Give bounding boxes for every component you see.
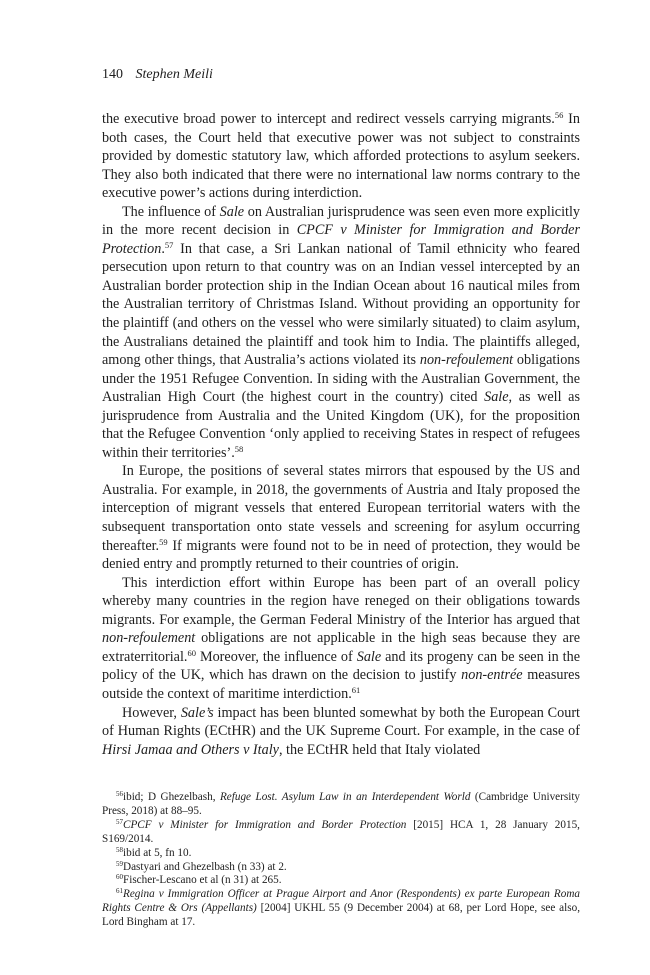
text: Dastyari and Ghezelbash (n 33) at 2. [123,860,287,873]
footnote-ref-58: 58 [234,443,244,454]
footnote-61 [102,888,580,930]
case-name: Sale [219,203,245,220]
text: ibid; D Ghezelbash, [123,791,220,803]
footnote-ref-60: 60 [187,647,196,658]
footnote-56 [102,791,580,819]
text: If migrants were found not to be in need of protection, they would be denied entry and promptly returned to their countries of origin. [102,537,580,573]
footnotes [102,791,580,930]
footnote-number: 56 [116,790,123,798]
body-text [102,110,580,759]
case-name: Sale [356,648,382,665]
text: and its progeny can be seen in the policy of the UK, which has drawn on the decision to justify [102,648,580,684]
footnote-ref-59: 59 [159,536,168,547]
text: , as well as jurisprudence from Australia and the United Kingdom (UK), for the proposition that the Refugee Convention ‘only applied to receiving States in respect of refugees within their territories’. [102,389,580,461]
footnote-ref-57: 57 [164,239,174,250]
running-header [102,66,580,84]
footnote-59 [102,861,580,875]
text: This interdiction effort within Europe has been part of an overall policy whereby many countries in the region have reneged on their obligations towards migrants. For example, the German Federal Ministry of the Interior has argued that [102,574,580,628]
text: ibid at 5, fn 10. [123,846,192,859]
text: The influence of [122,203,220,220]
term: non-refoulement [419,352,514,369]
case-name: CPCF v Minister for Immigration and Border Protection [123,818,407,831]
text: Moreover, the influence of [195,648,357,665]
running-author: Stephen Meili [135,67,213,82]
text: obligations are not applicable in the high seas because they are extraterritorial. [102,630,580,665]
case-name: Sale [484,389,509,406]
footnote-number: 59 [116,859,123,868]
footnote-number: 61 [116,887,123,896]
paragraph-5 [102,704,580,760]
text: [2015] HCA 1, 28 January 2015, S169/2014. [102,818,580,845]
footnote-57 [102,819,580,847]
text: In both cases, the Court held that executive power was not subject to constraints provided by domestic statutory law, which afforded protections to asylum seekers. They also both indicated that there were no international law norms contrary to the executive power’s actions during interdiction. [102,111,580,202]
paragraph-4 [102,574,580,704]
paragraph-2 [102,203,580,463]
text: . [161,240,165,257]
text: impact has been blunted somewhat by both the European Court of Human Rights (ECtHR) and the UK Supreme Court. For example, in the case of [102,704,580,740]
text: In Europe, the positions of several states mirrors that espoused by the US and Australia. For example, in 2018, the governments of Austria and Italy proposed the interception of migrant vessels that entered European territorial waters with the subsequent transportation onto state vessels and screening for asylum occurring thereafter. [102,463,580,554]
text: the executive broad power to intercept and redirect vessels carrying migrants. [102,111,555,127]
text: , the ECtHR held that Italy violated [278,741,481,758]
page [102,66,580,759]
term: non-entrée [461,667,523,684]
text: In that case, a Sri Lankan national of Tamil ethnicity who feared persecution upon return to that country was on an Indian vessel intercepted by an Australian border protection ship in the Indian Ocean about 16 nautical miles from the Australian territory of Christmas Island. Without providing an opportunity for the plaintiff (and others on the vessel who were similarly situated) to claim asylum, the Australians detained the plaintiff and took him to India. The plaintiffs alleged, among other things, that Australia’s actions violated its [102,240,580,369]
footnote-ref-61: 61 [351,684,361,695]
footnote-60 [102,874,580,888]
text: [2004] UKHL 55 (9 December 2004) at 68, per Lord Hope, see also, Lord Bingham at 17. [102,902,580,929]
text: (Cambridge University Press, 2018) at 88–95. [102,791,581,817]
paragraph-1 [102,110,580,203]
case-name: Sale’s [180,704,214,721]
case-name: Regina v Immigration Officer at Prague Airport and Anor (Respondents) ex parte European Roma Rights Centre & Ors (Appellants) [102,888,580,915]
case-name: CPCF v Minister for Immigration and Border Protection [102,222,580,257]
term: non-refoulement [102,630,196,647]
footnote-number: 57 [116,817,123,826]
footnote-number: 58 [116,845,123,854]
text: Fischer-Lescano et al (n 31) at 265. [123,874,282,887]
page-number: 140 [102,67,123,82]
text: measures outside the context of maritime interdiction. [102,667,580,702]
text: on Australian jurisprudence was seen even more explicitly in the more recent decision in [102,203,580,239]
text: However, [122,704,181,721]
case-name: Hirsi Jamaa and Others v Italy [102,741,279,758]
text: obligations under the 1951 Refugee Convention. In siding with the Australian Government, the Australian High Court (the highest court in the country) cited [102,352,580,406]
footnote-ref-56: 56 [554,110,564,120]
footnote-number: 60 [116,873,123,882]
book-title: Refuge Lost. Asylum Law in an Interdependent World [219,791,471,803]
footnote-58 [102,847,580,861]
paragraph-3 [102,462,580,573]
